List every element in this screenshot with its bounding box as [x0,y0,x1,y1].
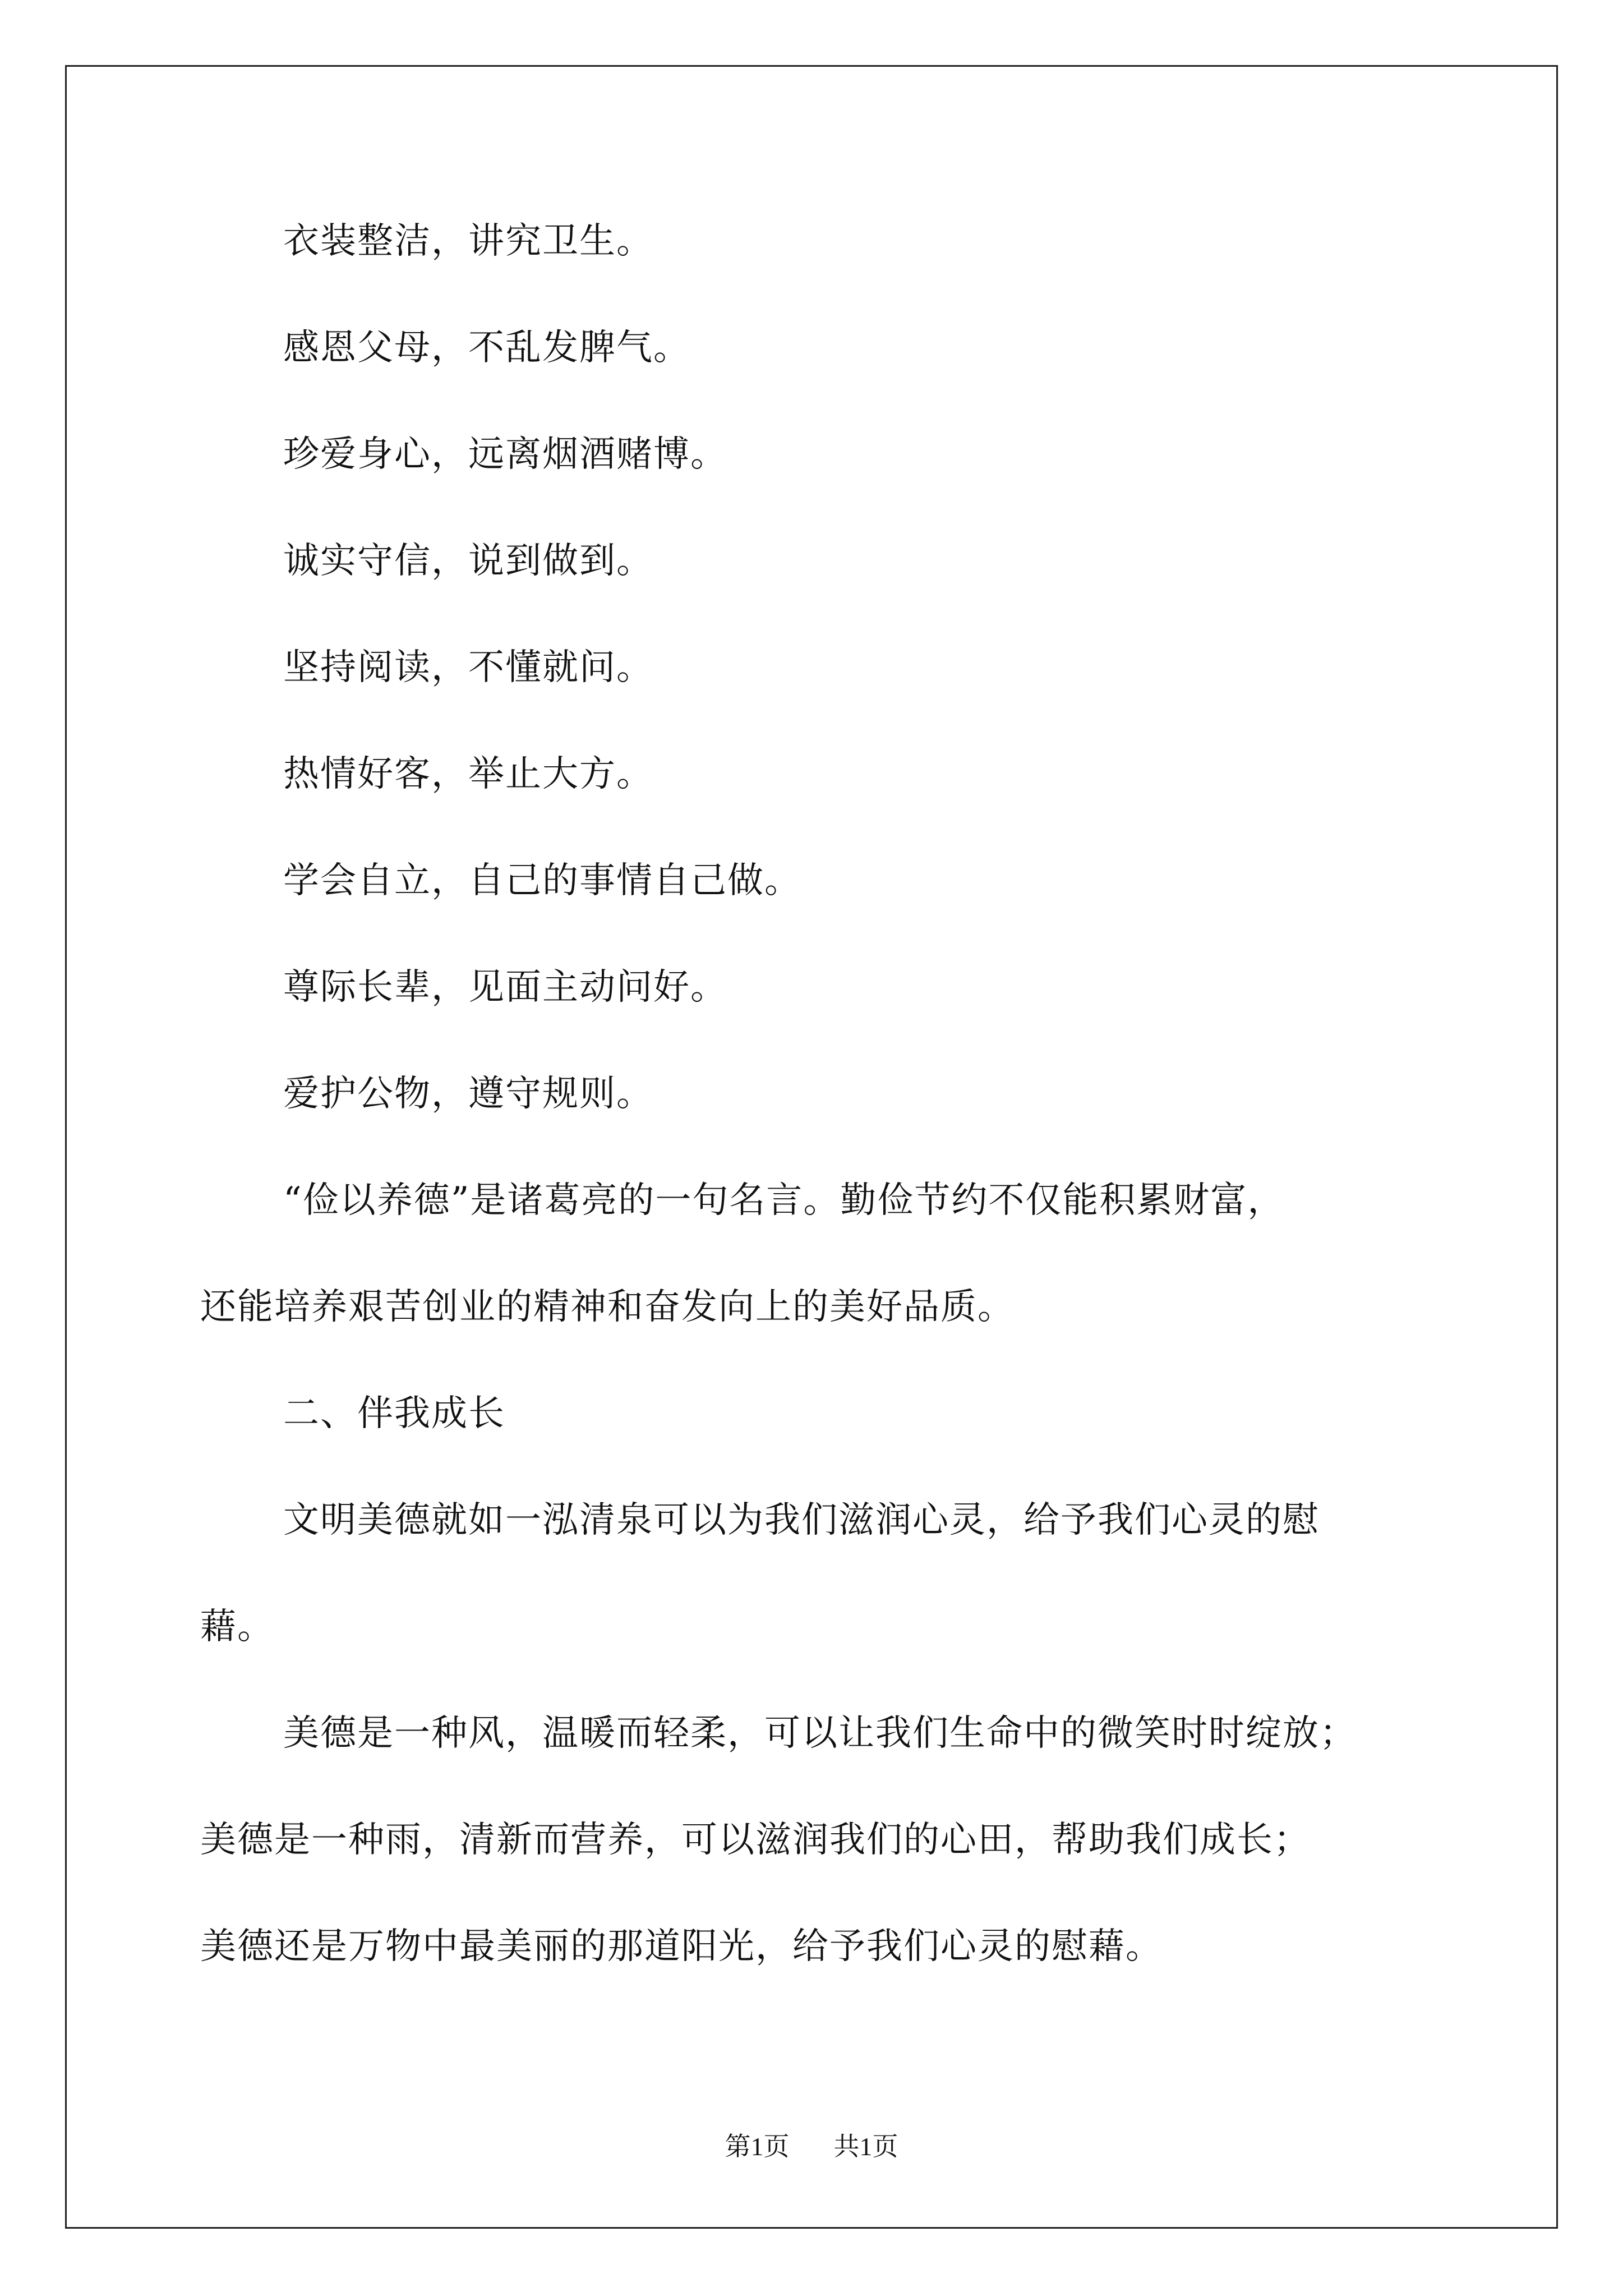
paragraph-7: 学会自立，自己的事情自己做。 [283,860,801,901]
page-total: 共1页 [833,2132,898,2161]
paragraph-3: 珍爱身心，远离烟酒赌博。 [283,434,727,475]
paragraph-1: 衣装整洁，讲究卫生。 [283,220,653,262]
section-heading: 二、伴我成长 [283,1393,505,1434]
page-border [65,65,1558,2229]
paragraph-10-line-2: 还能培养艰苦创业的精神和奋发向上的美好品质。 [200,1286,1015,1328]
paragraph-2: 感恩父母，不乱发脾气。 [283,327,690,369]
paragraph-5: 坚持阅读，不懂就问。 [283,647,653,688]
paragraph-10-line-1: “俭以养德”是诸葛亮的一句名言。勤俭节约不仅能积累财富， [283,1180,1285,1221]
paragraph-13-line-1: 美德是一种风，温暖而轻柔，可以让我们生命中的微笑时时绽放； [283,1713,1357,1754]
paragraph-13-line-3: 美德还是万物中最美丽的那道阳光，给予我们心灵的慰藉。 [200,1926,1163,1967]
page-footer [0,2130,1623,2164]
page-number: 第1页 [725,2132,790,2161]
paragraph-12-line-1: 文明美德就如一泓清泉可以为我们滋润心灵，给予我们心灵的慰 [283,1499,1320,1541]
paragraph-4: 诚实守信，说到做到。 [283,540,653,582]
paragraph-12-line-2: 藉。 [200,1606,274,1648]
paragraph-8: 尊际长辈，见面主动问好。 [283,967,727,1008]
paragraph-13-line-2: 美德是一种雨，清新而营养，可以滋润我们的心田，帮助我们成长； [200,1819,1311,1861]
paragraph-6: 热情好客，举止大方。 [283,753,653,795]
paragraph-9: 爱护公物，遵守规则。 [283,1073,653,1115]
